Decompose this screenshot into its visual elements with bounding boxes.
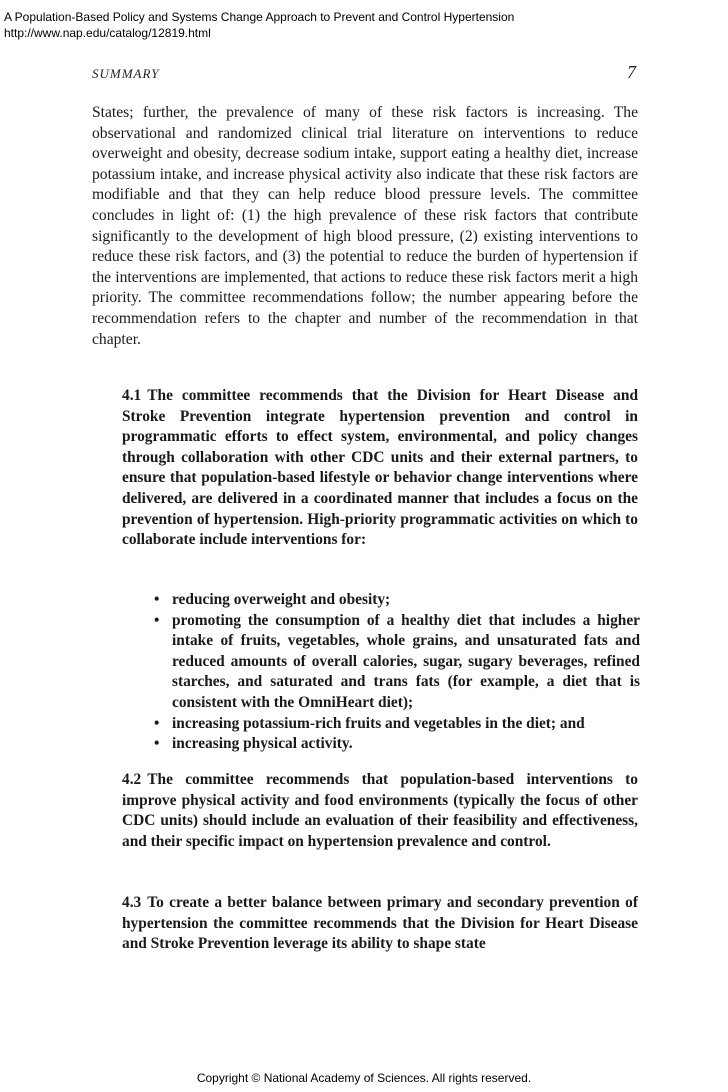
recommendation-4-2 — [122, 770, 638, 852]
recommendation-number: 4.1 — [122, 387, 142, 404]
recommendation-text: The committee recommends that population-based interventions to improve physical activity and food environments (typically the focus of other CDC units) should include an evaluation of their feasibility and effectiveness, and their specific impact on hypertension prevalence and control. — [122, 771, 638, 850]
document-url[interactable]: http://www.nap.edu/catalog/12819.html — [4, 26, 211, 40]
list-item-text: promoting the consumption of a healthy diet that includes a higher intake of fruits, vegetables, whole grains, and unsaturated fats and reduced amounts of overall calories, sugar, sugary beverages, refined starches, and saturated and trans fats (for example, a diet that is consistent with the OmniHeart diet); — [172, 611, 640, 711]
recommendation-text: To create a better balance between primary and secondary prevention of hypertension the committee recommends that the Division for Heart Disease and Stroke Prevention leverage its ability to shape state — [122, 894, 638, 953]
list-item-text: reducing overweight and obesity; — [172, 591, 391, 608]
bullet-icon: • — [154, 714, 160, 732]
recommendation-4-1-bullets — [154, 590, 640, 755]
document-title: A Population-Based Policy and Systems Change Approach to Prevent and Control Hypertension — [4, 10, 515, 24]
bullet-icon: • — [154, 735, 160, 753]
recommendation-4-1 — [122, 386, 638, 551]
page-number: 7 — [627, 62, 636, 82]
copyright-footer: Copyright © National Academy of Sciences. All rights reserved. — [196, 1071, 532, 1085]
list-item-text: increasing potassium-rich fruits and vegetables in the diet; and — [172, 714, 585, 732]
recommendation-4-3 — [122, 893, 638, 955]
list-item-text: increasing physical activity. — [172, 735, 353, 753]
list-item — [154, 590, 640, 611]
body-paragraph: States; further, the prevalence of many of these risk factors is increasing. The observational and randomized clinical trial literature on interventions to reduce overweight and obesity, decrease sodium intake, support eating a healthy diet, increase potassium intake, and increase physical activity also indicate that these risk factors are modifiable and that they can help reduce blood pressure levels. The committee concludes in light of: (1) the high prevalence of these risk factors that contribute significantly to the development of high blood pressure, (2) existing interventions to reduce these risk factors, and (3) the potential to reduce the burden of hypertension if the interventions are implemented, that actions to reduce these risk factors merit a high priority. The committee recommendations follow; the number appearing before the recommendation refers to the chapter and number of the recommendation in that chapter. — [92, 104, 638, 348]
recommendation-number: 4.2 — [122, 771, 142, 788]
recommendation-number: 4.3 — [122, 894, 142, 911]
recommendation-text: The committee recommends that the Division for Heart Disease and Stroke Prevention integrate hypertension prevention and control in programmatic efforts to effect system, environmental, and policy changes through collaboration with other CDC units and their external partners, to ensure that population-based lifestyle or behavior change interventions where delivered, are delivered in a coordinated manner that includes a focus on the prevention of hypertension. High-priority programmatic activities on which to collaborate include interventions for: — [122, 387, 638, 549]
bullet-icon: • — [154, 591, 160, 608]
list-item — [154, 734, 640, 755]
list-item — [154, 714, 640, 735]
running-head — [92, 64, 640, 86]
section-name: SUMMARY — [92, 66, 160, 81]
list-item — [154, 611, 640, 714]
pdf-header — [4, 9, 724, 41]
bullet-icon: • — [154, 611, 160, 629]
